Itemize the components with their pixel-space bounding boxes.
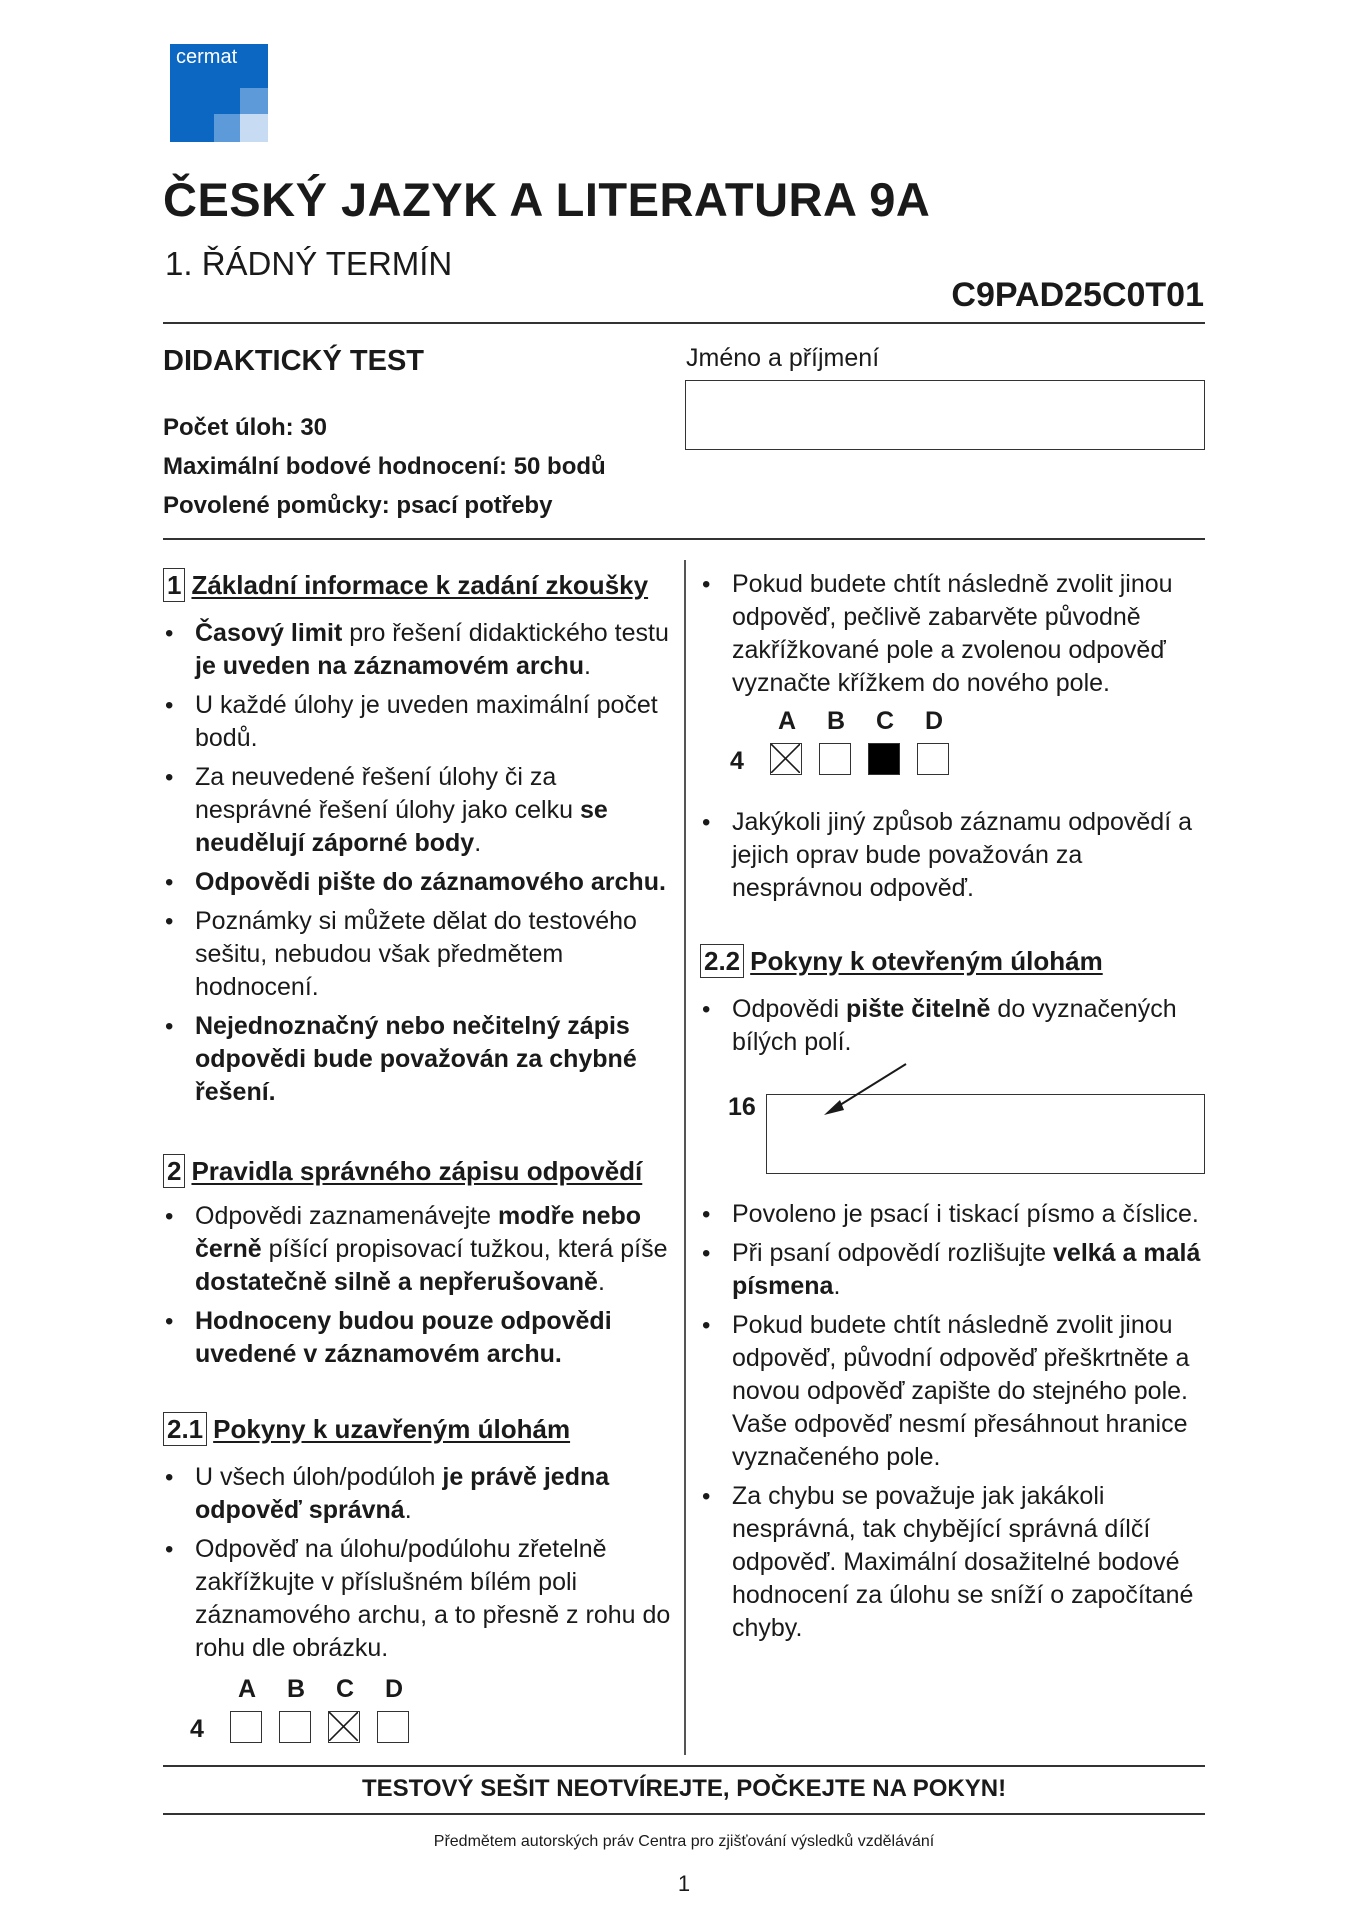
list-item: • Poznámky si můžete dělat do testového sešitu, nebudou však předmětem hodnocení. [163,905,678,1004]
name-label: Jméno a příjmení [686,344,880,372]
footer-bottom-divider [163,1813,1205,1815]
column-divider [684,560,686,1755]
list-item: • Pokud budete chtít následně zvolit jinou odpověď, pečlivě zabarvěte původně zakřížkované pole a zvolenou odpověď vyznačte křížkem do nového pole. [700,568,1210,700]
option-letter: B [827,707,846,735]
option-letter: A [778,707,797,735]
section-number: 2.1 [163,1412,207,1446]
list-item: • Při psaní odpovědí rozlišujte velká a malá písmena. [700,1237,1210,1303]
section-2-2-list-continued [700,1198,1210,1651]
section-title: Základní informace k zadání zkoušky [191,569,649,600]
list-item: • Odpovědi zaznamenávejte modře nebo černě píšící propisovací tužkou, která píše dostatečně silně a nepřerušovaně. [163,1200,678,1299]
section-2-2-list [700,993,1210,1065]
empty-checkbox [819,743,851,775]
list-item: • Odpovědi pište do záznamového archu. [163,866,678,899]
section-2-1-list-continued [700,568,1210,706]
list-item: • Hodnoceny budou pouze odpovědi uvedené v záznamovém archu. [163,1305,678,1371]
section-title: Pokyny k otevřeným úlohám [750,945,1103,976]
list-item: • Pokud budete chtít následně zvolit jinou odpověď, původní odpověď přeškrtněte a novou odpověď zapište do stejného pole. Vaše odpověď nesmí přesáhnout hranice vyznačeného pole. [700,1309,1210,1474]
max-points: Maximální bodové hodnocení: 50 bodů [163,453,606,480]
filled-checkbox [868,743,900,775]
list-item: • Odpovědi pište čitelně do vyznačených bílých polí. [700,993,1210,1059]
option-letter: C [336,1675,355,1703]
section-1-heading [163,568,648,602]
list-item: • Za chybu se považuje jak jakákoli nesprávná, tak chybějící správná dílčí odpověď. Maximální dosažitelné bodové hodnocení za úlohu se sníží o započítané chyby. [700,1480,1210,1645]
logo-text: cermat [176,46,238,68]
section-number: 2.2 [700,944,744,978]
empty-checkbox [279,1711,311,1743]
section-2-1-list [163,1461,678,1671]
cross-icon [329,1712,358,1741]
crossed-checkbox [770,743,802,775]
list-item: • Jakýkoli jiný způsob záznamu odpovědí a jejich oprav bude považován za nesprávnou odpověď. [700,806,1210,905]
section-number: 2 [163,1154,185,1188]
list-item: • Odpověď na úlohu/podúlohu zřetelně zakřížkujte v příslušném bílém poli záznamového archu, a to přesně z rohu do rohu dle obrázku. [163,1533,678,1665]
section-title: Pokyny k uzavřeným úlohám [213,1413,571,1444]
header-divider [163,322,1205,324]
cross-icon [771,744,800,773]
do-not-open-notice: TESTOVÝ SEŠIT NEOTVÍREJTE, POČKEJTE NA POKYN! [361,1775,1007,1802]
test-label: DIDAKTICKÝ TEST [163,345,424,377]
list-item: • U každé úlohy je uveden maximální počet bodů. [163,689,678,755]
option-letter: C [876,707,895,735]
option-letter: B [287,1675,306,1703]
page-number: 1 [677,1871,691,1896]
copyright: Předmětem autorských práv Centra pro zjišťování výsledků vzdělávání [433,1833,935,1850]
section-2-1-heading [163,1412,570,1446]
section-2-heading [163,1154,642,1188]
meta-divider [163,538,1205,540]
exam-term: 1. ŘÁDNÝ TERMÍN [165,245,453,282]
option-letter: D [925,707,944,735]
section-2-2-heading [700,944,1103,978]
section-1-list [163,617,678,1115]
test-code: C9PAD25C0T01 [951,276,1204,314]
footer-top-divider [163,1765,1205,1767]
allowed-aids: Povolené pomůcky: psací potřeby [163,492,553,519]
list-item: • Nejednoznačný nebo nečitelný zápis odpovědi bude považován za chybné řešení. [163,1010,678,1109]
cermat-logo [170,44,268,142]
empty-checkbox [230,1711,262,1743]
empty-checkbox [917,743,949,775]
task-number: 4 [190,1715,204,1743]
arrow-icon [820,1060,910,1120]
section-2-list [163,1200,678,1377]
list-item: • U všech úloh/podúloh je právě jedna odpověď správná. [163,1461,678,1527]
crossed-checkbox [328,1711,360,1743]
option-letter: A [238,1675,257,1703]
list-item: • Za neuvedené řešení úlohy či za nesprávné řešení úlohy jako celku se neudělují záporné body. [163,761,678,860]
page-title: ČESKÝ JAZYK A LITERATURA 9A [163,173,931,226]
name-field[interactable] [685,380,1205,450]
list-item: • Časový limit pro řešení didaktického testu je uveden na záznamovém archu. [163,617,678,683]
open-answer-number: 16 [728,1093,756,1121]
task-number: 4 [730,747,744,775]
task-count: Počet úloh: 30 [163,414,328,441]
option-letter: D [385,1675,404,1703]
section-number: 1 [163,568,185,602]
list-item: • Povoleno je psací i tiskací písmo a číslice. [700,1198,1210,1231]
empty-checkbox [377,1711,409,1743]
section-title: Pravidla správného zápisu odpovědí [191,1155,643,1186]
section-2-1-list-final [700,806,1210,911]
